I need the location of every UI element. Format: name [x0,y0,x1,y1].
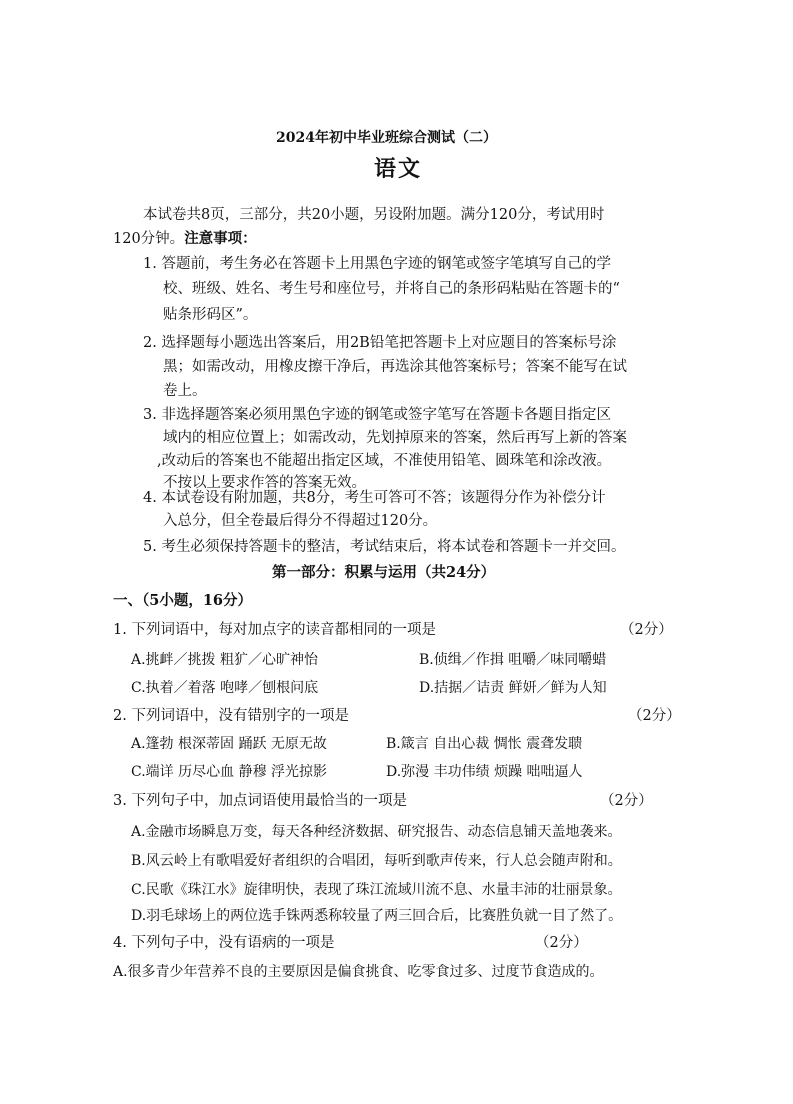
q2-score: （2分） [628,708,681,724]
notice-2-line-3: 卷上。 [163,383,207,399]
q1-score: （2分） [620,622,673,638]
q1-option-d: D.拮据／诘责 鲜妍／鲜为人知 [419,680,607,696]
q3-option-d: D.羽毛球场上的两位选手铢两悉称较量了两三回合后，比赛胜负就一目了然了。 [131,908,623,924]
notice-4-line-2: 入总分，但全卷最后得分不得超过120分。 [163,513,438,529]
notice-3-line-3: ,改动后的答案也不能超出指定区域，不准使用铅笔、圆珠笔和涂改液。 [157,453,612,469]
notice-2-line-1: 2. 选择题每小题选出答案后，用2B铅笔把答题卡上对应题目的答案标号涂 [143,335,617,351]
q3-option-b: B.风云岭上有歌唱爱好者组织的合唱团，每听到歌声传来，行人总会随声附和。 [131,853,622,869]
notice-1-line-3: 贴条形码区”。 [163,307,258,323]
notice-1-line-2: 校、班级、姓名、考生号和座位号，并将自己的条形码粘贴在答题卡的“ [163,281,620,297]
q2-option-a: A.篷勃 根深蒂固 踊跃 无原无故 [131,736,327,752]
notice-2-line-2: 黑；如需改动，用橡皮擦干净后，再选涂其他答案标号；答案不能写在试 [163,359,627,375]
q3-stem: 3. 下列句子中，加点词语使用最恰当的一项是 [113,793,407,809]
intro-line-2 [113,229,257,249]
q4-score: （2分） [535,935,588,951]
q1-option-c: C.执着／着落 咆哮／刨根问底 [131,680,319,696]
notice-1-line-1: 1. 答题前，考生务必在答题卡上用黑色字迹的钢笔或签字笔填写自己的学 [143,256,611,272]
q2-stem: 2. 下列词语中，没有错别字的一项是 [113,708,349,724]
q2-option-d: D.弥漫 丰功伟绩 烦躁 咄咄逼人 [386,764,583,780]
part1-heading: 第一部分：积累与运用（共24分） [272,564,496,581]
subject-title: 语文 [374,156,423,182]
q1-stem: 1. 下列词语中，每对加点字的读音都相同的一项是 [113,622,436,638]
q1-option-a: A.挑衅／挑拨 粗犷／心旷神怡 [131,652,319,668]
section-one-heading: 一、（5小题，16分） [113,592,253,609]
intro-duration: 120分钟。 [113,231,185,247]
q4-stem: 4. 下列句子中，没有语病的一项是 [113,935,335,951]
q3-option-c: C.民歌《珠江水》旋律明快，表现了珠江流域川流不息、水量丰沛的壮丽景象。 [131,882,622,898]
notice-4-line-1: 4. 本试卷设有附加题，共8分，考生可答可不答；该题得分作为补偿分计 [143,490,606,506]
notice-label: 注意事项： [184,230,257,247]
q3-score: （2分） [600,793,653,809]
q3-option-a: A.金融市场瞬息万变，每天各种经济数据、研究报告、动态信息铺天盖地袭来。 [131,824,622,840]
q4-option-a: A.很多青少年营养不良的主要原因是偏食挑食、吃零食过多、过度节食造成的。 [113,964,604,980]
notice-3-line-1: 3. 非选择题答案必须用黑色字迹的钢笔或签字笔写在答题卡各题目指定区 [143,407,611,423]
notice-3-line-2: 域内的相应位置上；如需改动，先划掉原来的答案，然后再写上新的答案 [163,430,627,446]
q2-option-c: C.端详 历尽心血 静穆 浮光掠影 [131,764,328,780]
intro-line-1: 本试卷共8页，三部分，共20小题，另设附加题。满分120分，考试用时 [143,207,605,223]
q2-option-b: B.箴言 自出心裁 惆怅 震聋发聩 [386,736,583,752]
notice-3-line-4: 不按以上要求作答的答案无效。 [163,475,366,491]
notice-5-line-1: 5. 考生必须保持答题卡的整洁，考试结束后，将本试卷和答题卡一并交回。 [143,539,626,555]
exam-title: 2024年初中毕业班综合测试（二） [276,130,497,146]
q1-option-b: B.侦缉／作揖 咀嚼／味同嚼蜡 [419,652,607,668]
